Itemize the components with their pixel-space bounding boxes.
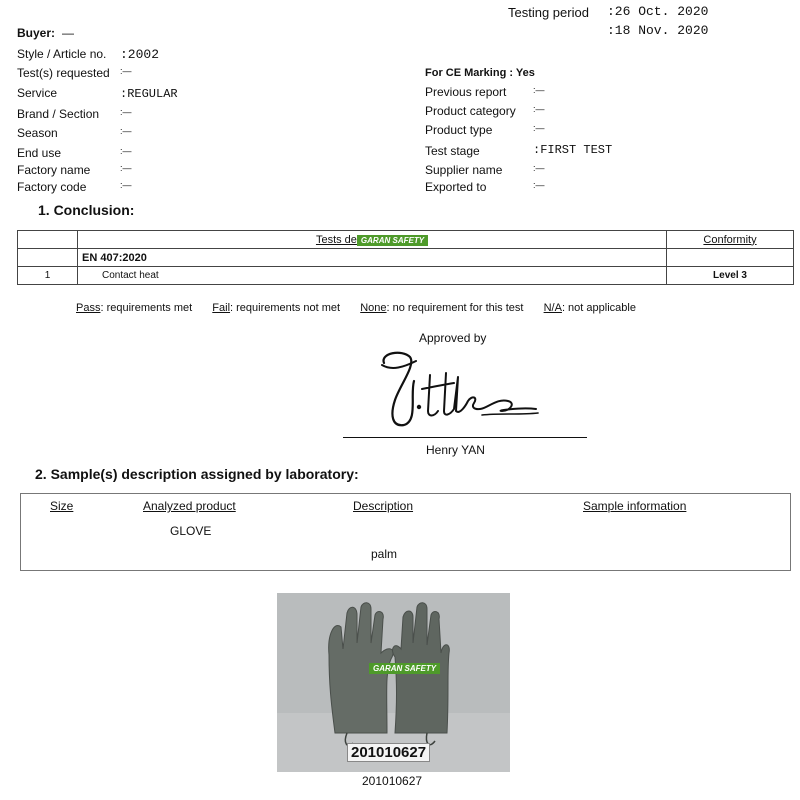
table-row (18, 249, 794, 267)
samples-heading: 2. Sample(s) description assigned by laboratory: (35, 466, 359, 482)
field-value: :— (120, 107, 132, 117)
field-label: End use (17, 146, 62, 160)
table-cell (18, 249, 78, 267)
field-value: :— (120, 146, 132, 156)
signature-line (343, 437, 587, 438)
testing-period-label: Testing period (508, 5, 589, 20)
table-cell (667, 249, 794, 267)
field-value: :— (120, 66, 132, 76)
field-label: Style / Article no. (17, 47, 107, 61)
field-label: Product category (425, 104, 516, 118)
field-value: :REGULAR (120, 87, 178, 101)
photo-watermark: GARAN SAFETY (369, 663, 440, 674)
legend-fail-key: Fail (212, 302, 231, 314)
sample-description: palm (371, 547, 398, 561)
table-row (18, 267, 794, 285)
field-label: Factory code (17, 180, 87, 194)
field-value: :— (533, 123, 545, 133)
field-value: :— (120, 180, 132, 190)
approved-by-label: Approved by (419, 331, 487, 345)
ce-marking: For CE Marking : Yes (425, 67, 535, 79)
table-header-conformity (667, 231, 794, 249)
field-value: :— (533, 180, 545, 190)
field-value: :2002 (120, 47, 160, 62)
conformity-header-label: Conformity (703, 233, 757, 246)
legend-pass-text: : requirements met (100, 302, 193, 314)
field-label: Season (17, 126, 58, 140)
sample-photo (277, 593, 510, 772)
signature-image (370, 345, 545, 435)
legend (76, 302, 636, 314)
buyer-value: — (62, 26, 74, 40)
sample-product: GLOVE (170, 524, 212, 538)
table-cell (18, 231, 78, 249)
test-result: Level 3 (667, 267, 794, 285)
field-label: Product type (425, 123, 493, 137)
legend-fail-text: : requirements not met (230, 302, 341, 314)
field-value: :— (533, 163, 545, 173)
field-label: Supplier name (425, 163, 503, 177)
legend-none-text: : no requirement for this test (386, 302, 524, 314)
approver-name: Henry YAN (426, 443, 485, 457)
field-value: :FIRST TEST (533, 143, 613, 157)
conclusion-heading: 1. Conclusion: (38, 202, 135, 218)
col-description-header: Description (353, 499, 414, 513)
field-label: Previous report (425, 85, 507, 99)
photo-sample-label: 201010627 (347, 743, 430, 762)
legend-none-key: None (360, 302, 387, 314)
table-header-row (18, 231, 794, 249)
field-label: Brand / Section (17, 107, 100, 121)
buyer-label: Buyer: (17, 26, 56, 40)
col-info-header: Sample information (583, 499, 687, 513)
standard-cell: EN 407:2020 (78, 249, 667, 267)
row-number: 1 (18, 267, 78, 285)
legend-pass-key: Pass (76, 302, 101, 314)
tests-header-label: Tests de (315, 233, 357, 246)
field-label: Factory name (17, 163, 91, 177)
field-label: Test(s) requested (17, 66, 110, 80)
col-size-header: Size (50, 499, 74, 513)
conclusion-table (17, 230, 794, 285)
testing-period-end: :18 Nov. 2020 (607, 23, 709, 38)
photo-caption: 201010627 (362, 774, 423, 788)
field-value: :— (533, 104, 545, 114)
field-value: :— (120, 163, 132, 173)
field-value: :— (120, 126, 132, 136)
field-value: :— (533, 85, 545, 95)
field-label: Service (17, 86, 58, 100)
watermark-label: GARAN SAFETY (357, 235, 428, 246)
legend-na-text: : not applicable (561, 302, 636, 314)
field-label: Test stage (425, 144, 480, 158)
table-header-tests (78, 231, 667, 249)
field-label: Exported to (425, 180, 487, 194)
col-product-header: Analyzed product (143, 499, 236, 513)
testing-period-start: :26 Oct. 2020 (607, 4, 709, 19)
test-name: Contact heat (78, 267, 667, 285)
legend-na-key: N/A (543, 302, 562, 314)
